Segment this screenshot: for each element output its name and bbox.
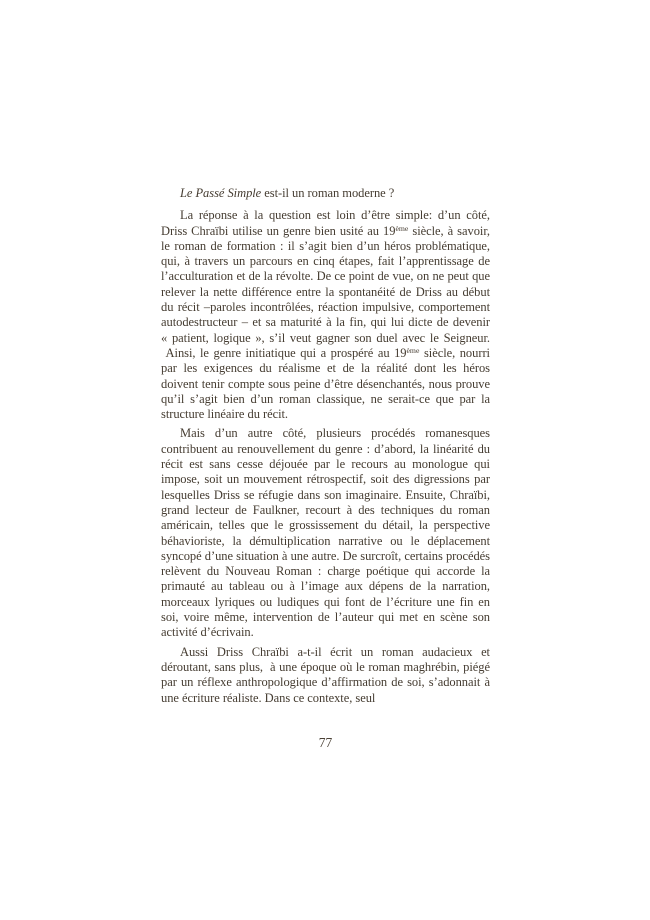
- text-block: [161, 186, 490, 706]
- paragraph-1: La réponse à la question est loin d’être simple: d’un côté, Driss Chraïbi utilise un genre bien usité au 19ème siècle, à savoir, le roman de formation : il s’agit bien d’un héros problématique, qui, à travers un parcours en cinq étapes, fait l’apprentissage de l’acculturation et de la révolte. De ce point de vue, on ne peut que relever la nette différence entre la spontanéité de Driss au début du récit –paroles incontrôlées, réaction impulsive, comportement autodestructeur – et sa maturité à la fin, qui lui dicte de devenir « patient, logique », s’il veut gagner son duel avec le Seigneur. Ainsi, le genre initiatique qui a prospéré au 19ème siècle, nourri par les exigences du réalisme et de la réalité dont les héros doivent tenir compte sous peine d’être désenchantés, nous prouve qu’il s’agit bien d’un roman classique, ne serait-ce que par la structure linéaire du récit.: [161, 208, 491, 422]
- page-number: 77: [318, 735, 333, 750]
- paragraph-3: Aussi Driss Chraïbi a-t-il écrit un roman audacieux et déroutant, sans plus, à une époque où le roman maghrébin, piégé par un réflexe anthropologique d’affirmation de soi, s’adonnait à une écriture réaliste. Dans ce contexte, seul: [161, 644, 490, 705]
- paragraph-2: Mais d’un autre côté, plusieurs procédés romanesques contribuent au renouvellement du genre : d’abord, la linéarité du récit est sans cesse déjouée par le recours au monologue qui impose, soit un mouvement rétrospectif, soit des digressions par lesquelles Driss se réfugie dans son imaginaire. Ensuite, Chraïbi, grand lecteur de Faulkner, recourt à des techniques du roman américain, telles que le grossissement du détail, la perspective béhavioriste, la démultiplication narrative ou le déplacement syncopé d’une situation à une autre. De surcroît, certains procédés relèvent du Nouveau Roman : charge poétique qui accorde la primauté au tableau ou à l’image aux dépens de la narration, morceaux lyriques ou ludiques qui font de l’écriture une fin en soi, voire même, intervention de l’auteur qui met en scène son activité d’écrivain.: [161, 426, 490, 640]
- chapter-question-line: Le Passé Simple est-il un roman moderne ?: [180, 186, 395, 200]
